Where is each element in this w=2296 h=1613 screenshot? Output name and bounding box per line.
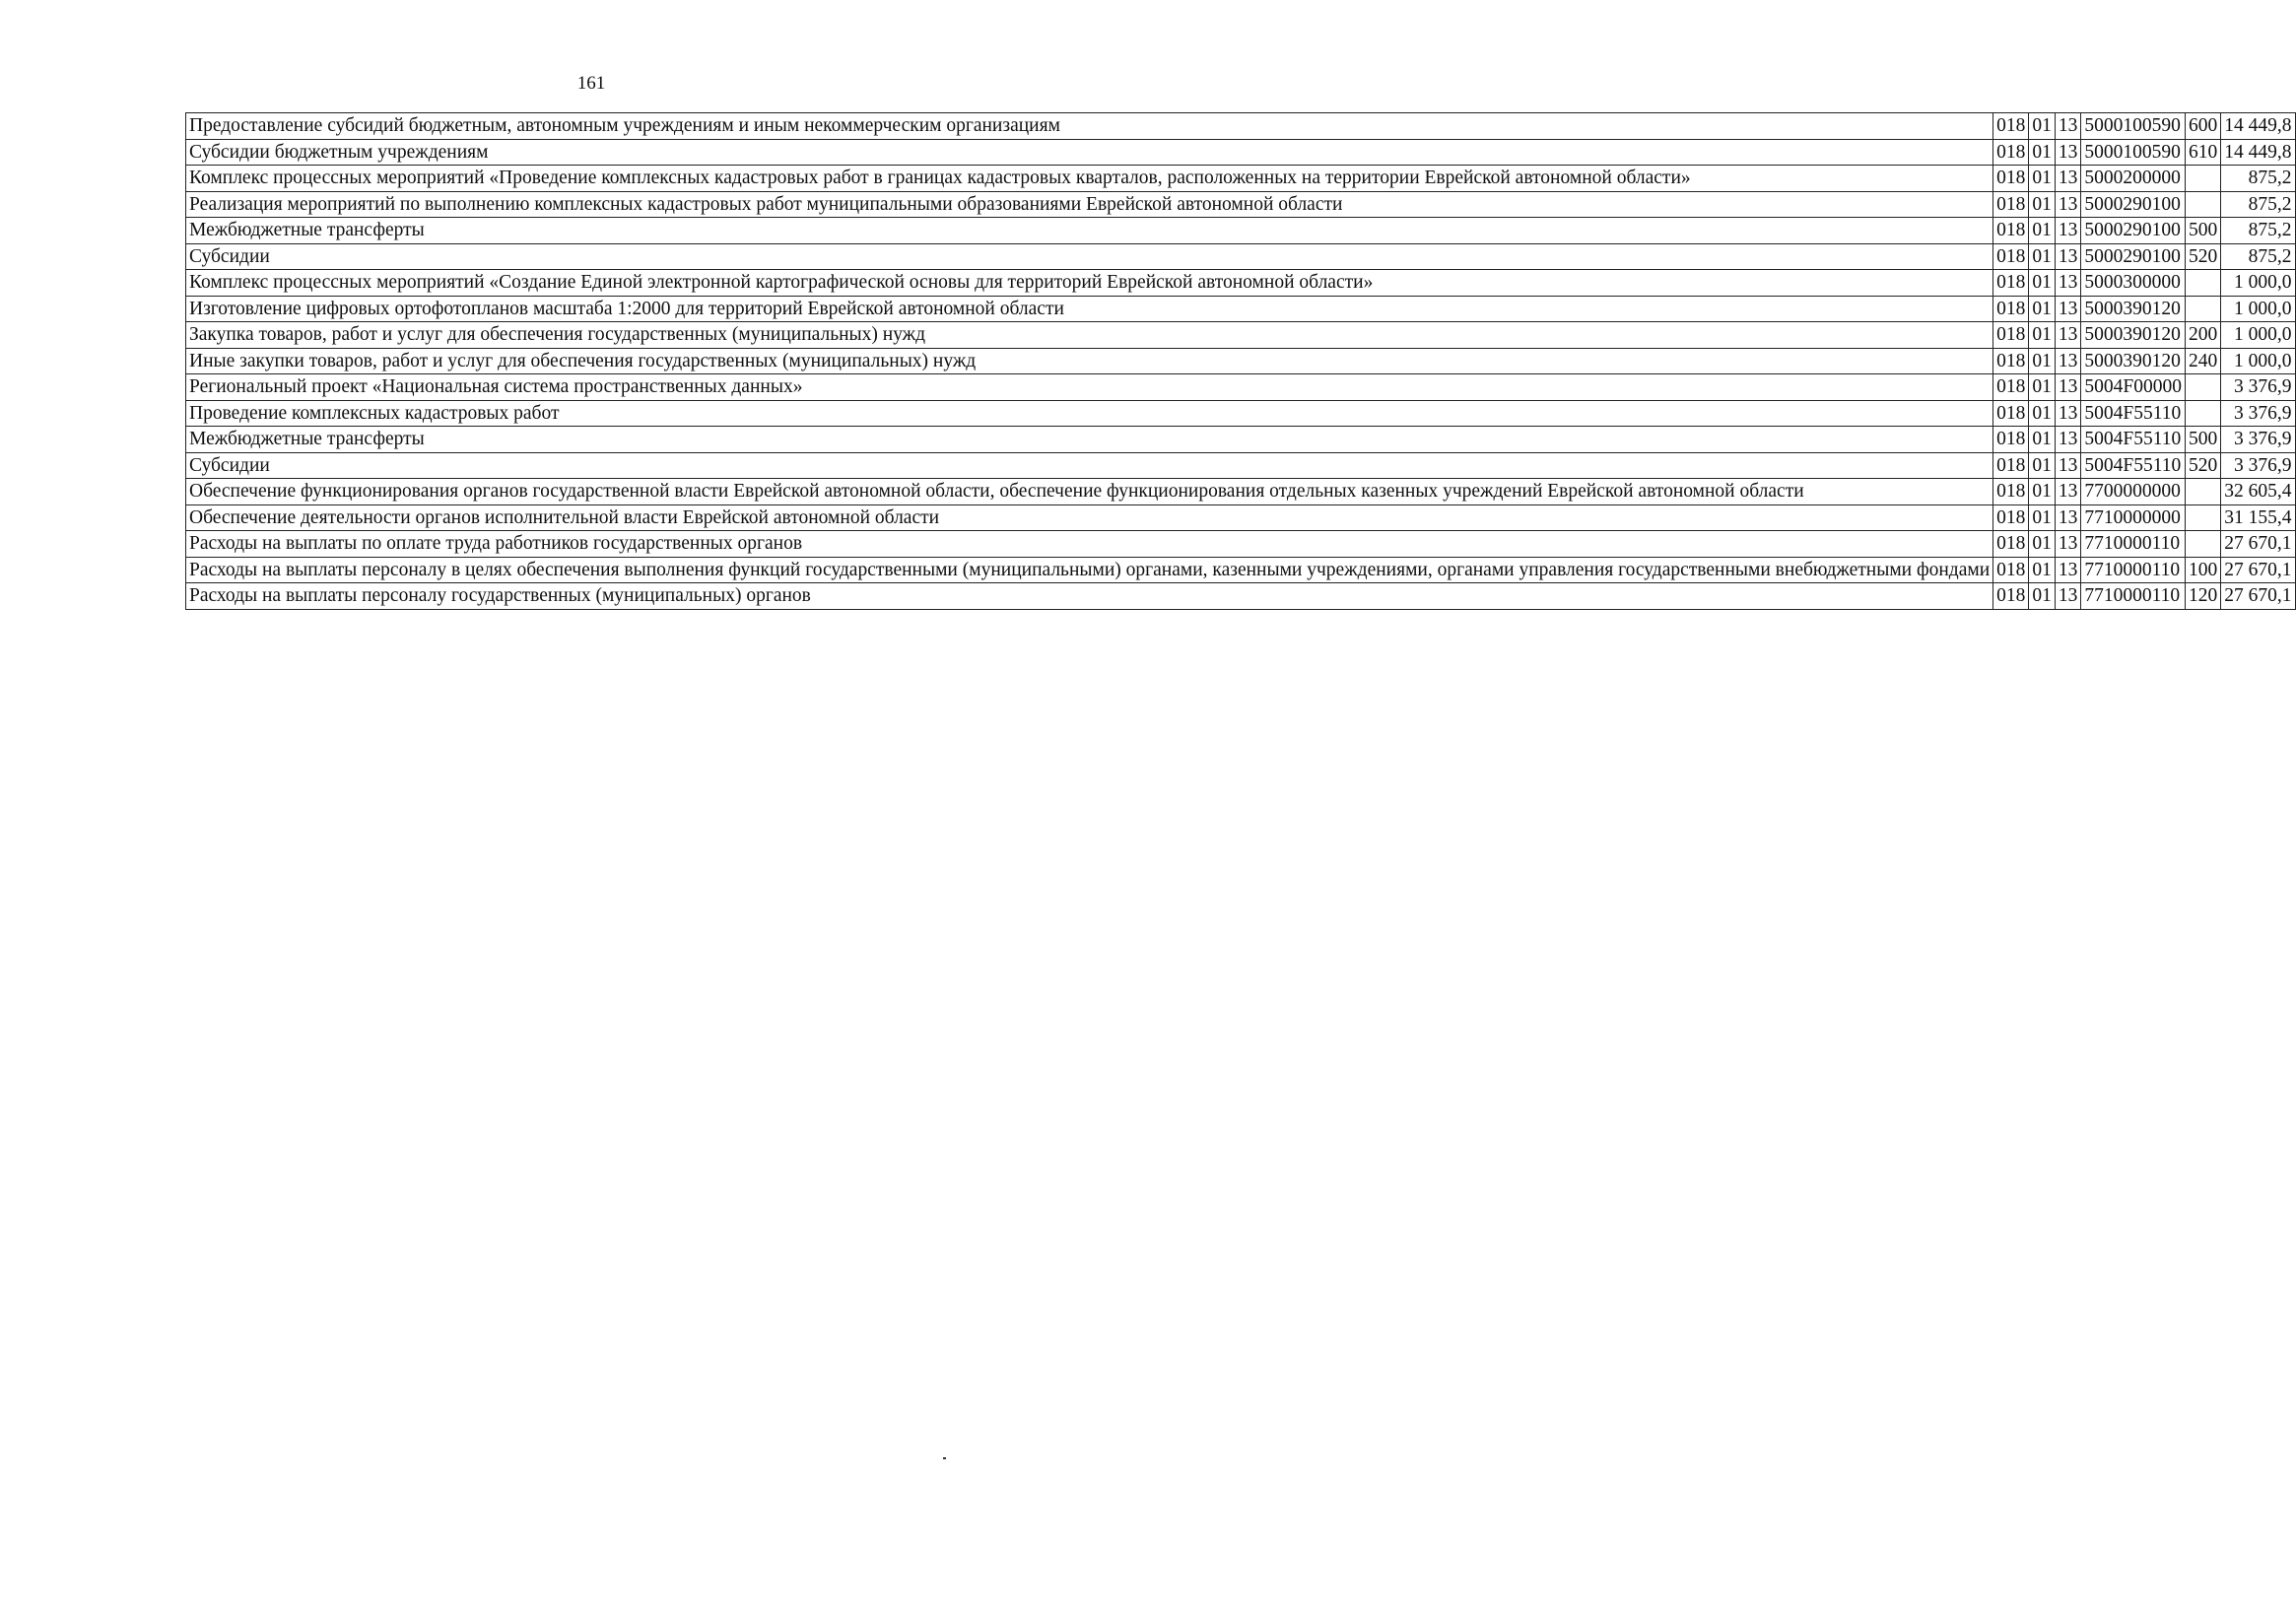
expense-type-code: 520 [2186,452,2221,479]
target-code: 5000290100 [2081,218,2186,244]
target-code: 5000100590 [2081,113,2186,140]
amount: 31 155,4 [2221,504,2295,531]
amount: 1 000,0 [2221,270,2295,297]
row-name: Комплекс процессных мероприятий «Создание Единой электронной картографической основы для территорий Еврейской автономной области» [186,270,1993,297]
expense-type-code [2186,479,2221,505]
row-name: Межбюджетные трансферты [186,218,1993,244]
table-row [186,243,2296,270]
subsection-code: 13 [2055,243,2081,270]
expense-type-code: 500 [2186,218,2221,244]
section-code: 01 [2029,113,2056,140]
scan-speck [943,1457,946,1459]
amount: 1 000,0 [2221,348,2295,374]
amount: 3 376,9 [2221,400,2295,427]
ministry-code: 018 [1993,557,2029,583]
table-row [186,322,2296,349]
section-code: 01 [2029,374,2056,401]
section-code: 01 [2029,191,2056,218]
ministry-code: 018 [1993,452,2029,479]
row-name: Изготовление цифровых ортофотопланов масштаба 1:2000 для территорий Еврейской автономной области [186,296,1993,322]
row-name: Расходы на выплаты по оплате труда работников государственных органов [186,531,1993,558]
target-code: 5004F55110 [2081,452,2186,479]
target-code: 7700000000 [2081,479,2186,505]
row-name: Предоставление субсидий бюджетным, автономным учреждениям и иным некоммерческим организациям [186,113,1993,140]
table-row [186,270,2296,297]
ministry-code: 018 [1993,139,2029,166]
amount: 3 376,9 [2221,427,2295,453]
row-name: Межбюджетные трансферты [186,427,1993,453]
subsection-code: 13 [2055,218,2081,244]
table-row [186,452,2296,479]
section-code: 01 [2029,400,2056,427]
table-row [186,479,2296,505]
section-code: 01 [2029,452,2056,479]
table-row [186,113,2296,140]
ministry-code: 018 [1993,218,2029,244]
table-row [186,296,2296,322]
table-row [186,583,2296,610]
row-name: Обеспечение функционирования органов государственной власти Еврейской автономной области, обеспечение функционирования отдельных казенных учреждений Еврейской автономной области [186,479,1993,505]
subsection-code: 13 [2055,400,2081,427]
ministry-code: 018 [1993,427,2029,453]
amount: 14 449,8 [2221,113,2295,140]
ministry-code: 018 [1993,243,2029,270]
section-code: 01 [2029,479,2056,505]
subsection-code: 13 [2055,583,2081,610]
section-code: 01 [2029,322,2056,349]
row-name: Обеспечение деятельности органов исполнительной власти Еврейской автономной области [186,504,1993,531]
expense-type-code: 520 [2186,243,2221,270]
target-code: 5000390120 [2081,322,2186,349]
table-row [186,504,2296,531]
budget-table [185,112,2296,610]
expense-type-code: 100 [2186,557,2221,583]
expense-type-code: 500 [2186,427,2221,453]
target-code: 7710000110 [2081,557,2186,583]
expense-type-code [2186,191,2221,218]
ministry-code: 018 [1993,504,2029,531]
section-code: 01 [2029,270,2056,297]
expense-type-code: 240 [2186,348,2221,374]
table-row [186,374,2296,401]
target-code: 5004F00000 [2081,374,2186,401]
table-row [186,218,2296,244]
amount: 3 376,9 [2221,374,2295,401]
amount: 32 605,4 [2221,479,2295,505]
expense-type-code [2186,400,2221,427]
table-row [186,557,2296,583]
section-code: 01 [2029,139,2056,166]
expense-type-code [2186,504,2221,531]
target-code: 7710000000 [2081,504,2186,531]
target-code: 5000290100 [2081,243,2186,270]
table-row [186,400,2296,427]
subsection-code: 13 [2055,113,2081,140]
amount: 27 670,1 [2221,557,2295,583]
ministry-code: 018 [1993,322,2029,349]
section-code: 01 [2029,296,2056,322]
target-code: 7710000110 [2081,583,2186,610]
amount: 27 670,1 [2221,583,2295,610]
subsection-code: 13 [2055,296,2081,322]
row-name: Проведение комплексных кадастровых работ [186,400,1993,427]
ministry-code: 018 [1993,166,2029,192]
amount: 875,2 [2221,191,2295,218]
expense-type-code: 600 [2186,113,2221,140]
section-code: 01 [2029,218,2056,244]
section-code: 01 [2029,531,2056,558]
ministry-code: 018 [1993,583,2029,610]
subsection-code: 13 [2055,374,2081,401]
row-name: Комплекс процессных мероприятий «Проведение комплексных кадастровых работ в границах кадастровых кварталов, расположенных на территории Еврейской автономной области» [186,166,1993,192]
ministry-code: 018 [1993,531,2029,558]
page-number: 161 [576,73,606,94]
section-code: 01 [2029,504,2056,531]
subsection-code: 13 [2055,452,2081,479]
target-code: 5000390120 [2081,296,2186,322]
subsection-code: 13 [2055,479,2081,505]
ministry-code: 018 [1993,113,2029,140]
row-name: Иные закупки товаров, работ и услуг для обеспечения государственных (муниципальных) нужд [186,348,1993,374]
section-code: 01 [2029,427,2056,453]
ministry-code: 018 [1993,296,2029,322]
table-body [186,113,2296,610]
row-name: Региональный проект «Национальная система пространственных данных» [186,374,1993,401]
table-row [186,348,2296,374]
subsection-code: 13 [2055,270,2081,297]
ministry-code: 018 [1993,479,2029,505]
expense-type-code: 200 [2186,322,2221,349]
target-code: 5000200000 [2081,166,2186,192]
target-code: 5000100590 [2081,139,2186,166]
row-name: Субсидии [186,452,1993,479]
expense-type-code [2186,531,2221,558]
amount: 3 376,9 [2221,452,2295,479]
row-name: Субсидии бюджетным учреждениям [186,139,1993,166]
row-name: Субсидии [186,243,1993,270]
amount: 875,2 [2221,166,2295,192]
target-code: 5004F55110 [2081,427,2186,453]
ministry-code: 018 [1993,374,2029,401]
subsection-code: 13 [2055,557,2081,583]
row-name: Расходы на выплаты персоналу в целях обеспечения выполнения функций государственными (муниципальными) органами, казенными учреждениями, органами управления государственными внебюджетными фондами [186,557,1993,583]
expense-type-code: 610 [2186,139,2221,166]
amount: 875,2 [2221,218,2295,244]
expense-type-code: 120 [2186,583,2221,610]
ministry-code: 018 [1993,400,2029,427]
table-row [186,191,2296,218]
target-code: 7710000110 [2081,531,2186,558]
table-row [186,166,2296,192]
expense-type-code [2186,166,2221,192]
subsection-code: 13 [2055,348,2081,374]
amount: 875,2 [2221,243,2295,270]
section-code: 01 [2029,348,2056,374]
subsection-code: 13 [2055,322,2081,349]
section-code: 01 [2029,243,2056,270]
subsection-code: 13 [2055,139,2081,166]
table-row [186,427,2296,453]
amount: 27 670,1 [2221,531,2295,558]
subsection-code: 13 [2055,504,2081,531]
section-code: 01 [2029,583,2056,610]
subsection-code: 13 [2055,191,2081,218]
row-name: Реализация мероприятий по выполнению комплексных кадастровых работ муниципальными образованиями Еврейской автономной области [186,191,1993,218]
amount: 1 000,0 [2221,296,2295,322]
row-name: Закупка товаров, работ и услуг для обеспечения государственных (муниципальных) нужд [186,322,1993,349]
table-row [186,139,2296,166]
target-code: 5000300000 [2081,270,2186,297]
amount: 14 449,8 [2221,139,2295,166]
subsection-code: 13 [2055,166,2081,192]
ministry-code: 018 [1993,348,2029,374]
ministry-code: 018 [1993,270,2029,297]
subsection-code: 13 [2055,531,2081,558]
target-code: 5000390120 [2081,348,2186,374]
expense-type-code [2186,270,2221,297]
target-code: 5004F55110 [2081,400,2186,427]
row-name: Расходы на выплаты персоналу государственных (муниципальных) органов [186,583,1993,610]
expense-type-code [2186,374,2221,401]
section-code: 01 [2029,557,2056,583]
ministry-code: 018 [1993,191,2029,218]
subsection-code: 13 [2055,427,2081,453]
expense-type-code [2186,296,2221,322]
table-row [186,531,2296,558]
target-code: 5000290100 [2081,191,2186,218]
amount: 1 000,0 [2221,322,2295,349]
section-code: 01 [2029,166,2056,192]
